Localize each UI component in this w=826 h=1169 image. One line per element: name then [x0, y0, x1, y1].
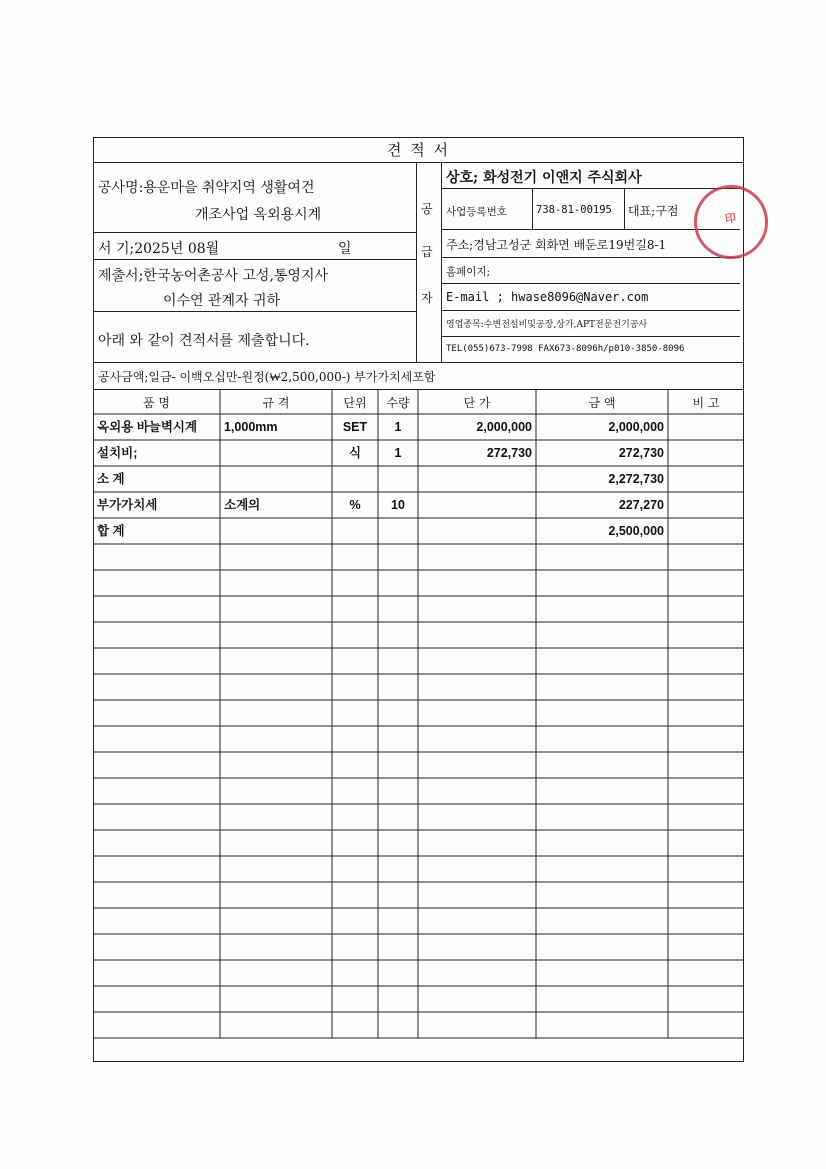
recipient-line2: 이수연 관계자 귀하 — [163, 293, 281, 309]
project-name-line2: 개조사업 옥외용시계 — [195, 207, 322, 223]
supplier-address: 주소;경남고성군 회화면 배둔로19번길8-1 — [446, 238, 667, 252]
supplier-label-1: 공 — [421, 202, 433, 216]
cell-qty: 1 — [394, 420, 402, 434]
line-before-amount — [93, 362, 744, 363]
line-after-address — [441, 257, 740, 258]
header-qty: 수량 — [386, 396, 410, 410]
supplier-reg-label: 사업등록번호 — [446, 206, 507, 218]
header-spec: 규 격 — [262, 396, 290, 410]
line-after-date — [93, 259, 416, 260]
header-item: 품 명 — [143, 396, 170, 410]
supplier-homepage: 홈페이지; — [446, 266, 491, 278]
line-after-business — [441, 336, 740, 337]
header-unit: 단위 — [343, 396, 367, 410]
cell-qty: 10 — [391, 498, 405, 512]
cell-spec: 1,000mm — [224, 420, 278, 434]
cell-price: 272,730 — [486, 446, 532, 460]
cell-item: 설치비; — [97, 446, 138, 460]
line-after-company — [441, 188, 740, 189]
header-price: 단 가 — [463, 396, 491, 410]
supplier-company: 상호; 화성전기 이앤지 주식회사 — [446, 170, 642, 186]
line-after-recipient — [93, 311, 416, 312]
cell-amount: 227,270 — [618, 498, 664, 512]
supplier-label-divider — [441, 163, 442, 362]
line-after-email — [441, 310, 740, 311]
supplier-reg-number: 738-81-00195 — [536, 204, 612, 216]
line-after-homepage — [441, 283, 740, 284]
cell-spec: 소계의 — [224, 498, 261, 512]
project-name-line1: 공사명:용운마을 취약지역 생활여건 — [98, 180, 315, 196]
date-line: 서 기;2025년 08월 — [98, 241, 220, 257]
supplier-email: E-mail ; hwase8096@Naver.com — [446, 290, 649, 304]
cell-price: 2,000,000 — [476, 420, 532, 434]
supplier-contact: TEL(055)673-7998 FAX673-8096h/p010-3850-8096 — [446, 344, 685, 354]
cell-item: 소 계 — [97, 472, 125, 486]
header-note: 비 고 — [692, 396, 720, 410]
company-seal: 印 — [689, 180, 773, 264]
cell-amount: 2,500,000 — [608, 524, 664, 538]
supplier-label-2: 급 — [421, 245, 433, 259]
submission-statement: 아래 와 같이 견적서를 제출합니다. — [98, 333, 310, 349]
reg-divider — [532, 188, 533, 229]
cell-amount: 2,272,730 — [608, 472, 664, 486]
line-after-project — [93, 232, 416, 233]
cell-unit: SET — [342, 420, 368, 434]
total-amount-line: 공사금액;일금- 이백오십만-원정(₩2,500,000-) 부가가치세포함 — [98, 370, 436, 384]
cell-item: 합 계 — [97, 524, 125, 538]
header-amount: 금 액 — [588, 396, 616, 410]
estimate-table — [93, 389, 744, 1062]
recipient-line1: 제출서;한국농어촌공사 고성,통영지사 — [98, 268, 329, 284]
supplier-business: 영업종목:수변전설비및공장,상가,APT전문전기공사 — [446, 320, 648, 330]
document-title: 견 적 서 — [93, 137, 744, 163]
cell-item: 옥외용 바늘벽시계 — [97, 420, 198, 434]
supplier-ceo: 대표;구점 — [628, 204, 679, 218]
cell-unit: 식 — [348, 446, 362, 460]
cell-qty: 1 — [394, 446, 402, 460]
cell-item: 부가가치세 — [97, 498, 158, 512]
header-divider — [416, 163, 417, 362]
date-day: 일 — [338, 241, 352, 257]
cell-amount: 2,000,000 — [608, 420, 664, 434]
cell-amount: 272,730 — [618, 446, 664, 460]
ceo-divider — [624, 188, 625, 229]
cell-unit: % — [349, 498, 361, 512]
supplier-label-3: 자 — [421, 291, 433, 305]
